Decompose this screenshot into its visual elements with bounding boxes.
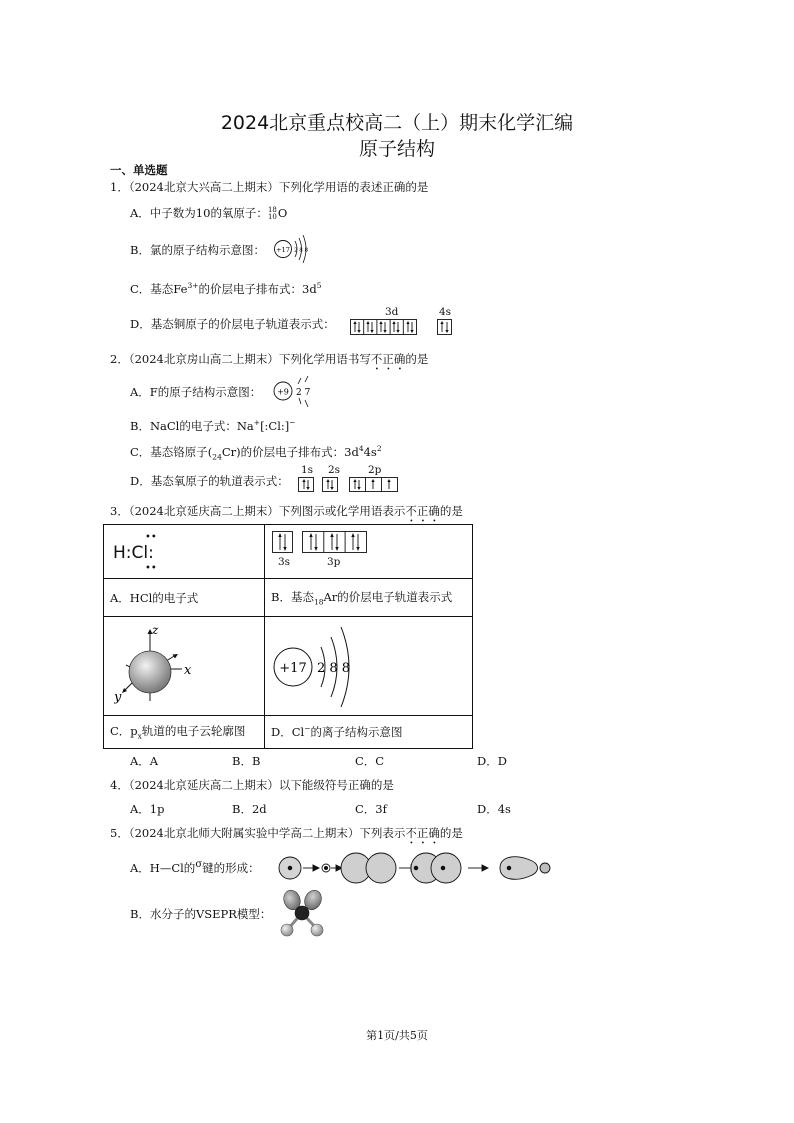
q4-option-d: D．4s xyxy=(477,802,511,816)
q2-a-shells: 2 7 xyxy=(296,388,311,398)
q2-b-formula: [:Cl:] xyxy=(260,419,290,433)
q3-axis-y: y xyxy=(114,690,122,705)
q3-cl-ion-diagram xyxy=(271,621,381,711)
q2-option-c xyxy=(130,444,382,461)
q1-b-nucleus: +17 xyxy=(276,246,290,254)
q2-c-text2: Cr)的价层电子排布式：3d xyxy=(221,445,359,459)
q2-d-label-2p: 2p xyxy=(368,464,382,476)
q1-c-text2: 的价层电子排布式：3d xyxy=(198,282,317,296)
q3-cell-b xyxy=(265,579,473,617)
q2-b-text: B．NaCl的电子式：Na xyxy=(130,419,254,433)
q1-a-text: A．中子数为10的氧原子： xyxy=(130,206,268,220)
q3-cell-px-orbital xyxy=(104,617,265,716)
q2-stem xyxy=(110,351,428,373)
q1-option-a xyxy=(130,205,287,221)
q3-stem-post: 的是 xyxy=(439,504,463,518)
q5-option-b: B．水分子的VSEPR模型： xyxy=(130,907,272,921)
q1-option-c xyxy=(130,281,322,297)
q3-cell-c-post: 轨道的电子云轮廓图 xyxy=(141,724,246,739)
q5-stem xyxy=(110,825,463,847)
q2-d-orbital-diagram xyxy=(298,477,402,495)
q4-stem: 4．（2024北京延庆高二上期末）以下能级符号正确的是 xyxy=(110,778,394,792)
q3-stem xyxy=(110,503,463,525)
q3-d-shells: 2 8 8 xyxy=(317,661,351,676)
q3-cell-a: A．HCl的电子式 xyxy=(104,579,265,617)
q5-stem-post: 的是 xyxy=(439,826,463,840)
q3-cell-d xyxy=(265,716,473,749)
q4-option-b: B．2d xyxy=(232,802,267,816)
q3-label-3p: 3p xyxy=(327,556,341,568)
q3-options-table xyxy=(103,524,473,749)
q2-a-nucleus: +9 xyxy=(277,387,289,397)
q5-a-sigma: σ xyxy=(195,859,203,870)
q3-cell-d-pre: D．Cl xyxy=(271,725,305,739)
q3-cell-d-sup: − xyxy=(304,724,311,734)
q3-axis-z: z xyxy=(152,623,159,637)
q1-c-text: C．基态Fe xyxy=(130,282,188,296)
q3-stem-pre: 3．（2024北京延庆高二上期末）下列图示或化学用语表示 xyxy=(110,504,406,518)
q1-a-mass: 18 xyxy=(267,206,277,214)
section-heading: 一、单选题 xyxy=(110,163,168,177)
q3-cell-ar-orbital xyxy=(265,525,473,579)
q3-stem-emph: 不正确 xyxy=(405,504,440,518)
q1-stem: 1．（2024北京大兴高二上期末）下列化学用语的表述正确的是 xyxy=(110,180,429,194)
q1-option-d: D．基态铜原子的价层电子轨道表示式： xyxy=(130,317,335,331)
q2-option-b xyxy=(130,418,296,434)
page-footer: 第1页/共5页 xyxy=(366,1029,428,1042)
q4-option-a: A．1p xyxy=(130,802,165,816)
q5-a-text-post: 键的形成： xyxy=(202,860,260,875)
q2-stem-post: 的是 xyxy=(405,352,429,366)
q2-b-plus: + xyxy=(253,418,261,428)
q5-option-a xyxy=(130,859,260,876)
q2-a-atom-diagram xyxy=(272,374,322,410)
q2-d-label-2s: 2s xyxy=(328,464,341,476)
q2-c-sup1: 4 xyxy=(358,444,364,454)
q1-c-charge: 3+ xyxy=(187,281,199,291)
q3-cell-b-post: Ar的价层电子轨道表示式 xyxy=(323,589,453,604)
q1-d-label-4s: 4s xyxy=(439,306,452,318)
q1-b-shells: 2 8 8 xyxy=(294,247,308,254)
q1-c-sup: 5 xyxy=(316,281,322,291)
q2-c-sup2: 2 xyxy=(376,444,382,454)
q2-c-sub: 24 xyxy=(212,452,222,462)
q4-option-c: C．3f xyxy=(355,802,387,816)
q1-a-symbol: O xyxy=(277,206,288,220)
q3-option-c: C．C xyxy=(355,754,385,768)
q3-cell-c-pre: C．p xyxy=(110,724,138,739)
q2-option-d: D．基态氧原子的轨道表示式： xyxy=(130,474,289,488)
q1-d-label-3d: 3d xyxy=(385,306,399,318)
q1-option-b: B．氯的原子结构示意图： xyxy=(130,243,265,257)
q3-px-orbital-diagram xyxy=(114,621,204,711)
q5-a-text-pre: A．H—Cl的 xyxy=(130,860,196,875)
page-subtitle: 原子结构 xyxy=(358,138,435,160)
q2-c-text: C．基态铬原子( xyxy=(130,445,213,459)
q3-cell-c-sub: x xyxy=(137,731,142,741)
q5-stem-pre: 5．（2024北京北师大附属实验中学高二上期末）下列表示 xyxy=(110,826,406,840)
q1-b-atom-diagram xyxy=(272,232,312,266)
q3-option-d: D．D xyxy=(477,754,507,768)
q3-cell-d-post: 的离子结构示意图 xyxy=(310,725,403,739)
q5-a-sigma-bond-diagram xyxy=(278,848,554,888)
q3-cell-cl-ion xyxy=(265,617,473,716)
q1-a-atomic: 10 xyxy=(267,213,277,221)
q3-axis-x: x xyxy=(184,663,192,678)
q2-option-a: A．F的原子结构示意图： xyxy=(130,385,262,399)
q5-stem-emph: 不正确 xyxy=(405,826,440,840)
q3-hcl-dots-bottom: •• xyxy=(145,562,157,574)
q3-cell-b-sub: 18 xyxy=(313,597,324,607)
q2-d-label-1s: 1s xyxy=(301,464,314,476)
q2-b-minus: − xyxy=(289,418,296,428)
q3-cell-b-pre: B．基态 xyxy=(271,589,314,604)
q3-d-nucleus: +17 xyxy=(279,661,307,676)
q2-stem-emph: 不正确 xyxy=(370,352,406,366)
q3-hcl-dots-top: •• xyxy=(145,531,157,543)
q3-cell-hcl-formula xyxy=(104,525,265,579)
q3-option-b: B．B xyxy=(232,754,261,768)
q3-option-a: A．A xyxy=(130,754,159,768)
q3-ar-orbital-diagram xyxy=(272,531,372,555)
page-title: 2024北京重点校高二（上）期末化学汇编 xyxy=(220,112,574,134)
q1-d-orbital-diagram xyxy=(350,319,456,337)
q3-label-3s: 3s xyxy=(278,556,291,568)
q2-stem-pre: 2．（2024北京房山高二上期末）下列化学用语书写 xyxy=(110,352,371,366)
q3-hcl-formula: H:Cl: xyxy=(113,542,154,563)
q2-c-text3: 4s xyxy=(363,445,377,459)
q5-b-vsepr-model xyxy=(275,886,335,942)
q3-cell-c xyxy=(104,716,265,749)
